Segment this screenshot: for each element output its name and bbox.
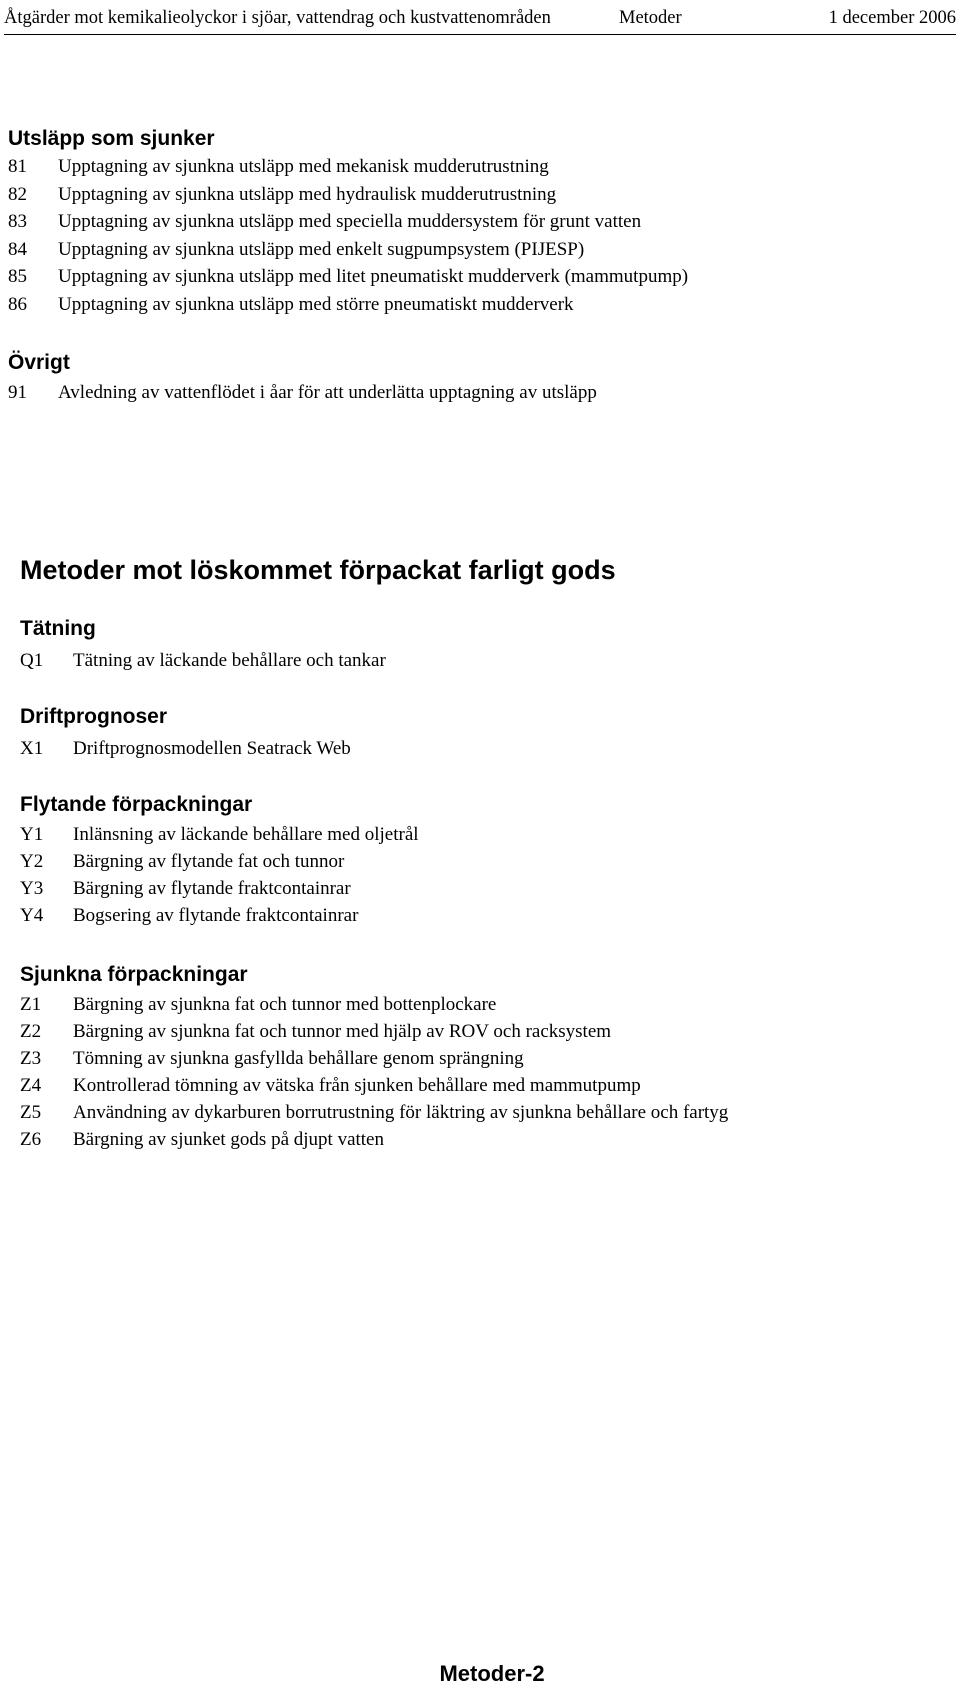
- item-code: 85: [8, 266, 27, 287]
- section-heading-sealing: Tätning: [20, 617, 96, 640]
- item-text: Avledning av vattenflödet i åar för att underlätta upptagning av utsläpp: [58, 382, 597, 403]
- item-text: Användning av dykarburen borrutrustning för läktring av sjunkna behållare och fartyg: [73, 1102, 729, 1123]
- item-code: 82: [8, 183, 27, 205]
- item-text: Upptagning av sjunkna utsläpp med speciella muddersystem för grunt vatten: [58, 211, 642, 232]
- item-code: Z2: [20, 1021, 42, 1042]
- item-text: Upptagning av sjunkna utsläpp med mekanisk mudderutrustning: [58, 156, 549, 177]
- item-code: Y4: [20, 905, 44, 926]
- item-text: Bogsering av flytande fraktcontainrar: [73, 905, 359, 926]
- header-rule: [4, 34, 956, 35]
- item-code: 86: [8, 293, 27, 315]
- item-code: Z1: [20, 994, 42, 1015]
- item-text: Driftprognosmodellen Seatrack Web: [73, 738, 351, 759]
- item-code: Y2: [20, 851, 44, 872]
- item-text: Tätning av läckande behållare och tankar: [73, 650, 386, 671]
- item-text: Upptagning av sjunkna utsläpp med litet pneumatiskt mudderverk (mammutpump): [58, 266, 689, 287]
- item-code: 91: [8, 382, 27, 403]
- item-text: Kontrollerad tömning av vätska från sjunken behållare med mammutpump: [73, 1075, 641, 1096]
- section-heading-sunken: Utsläpp som sjunker: [8, 127, 215, 150]
- page-footer: [0, 1661, 960, 1687]
- page-number-label: Metoder-2: [439, 1661, 545, 1686]
- item-text: Bärgning av flytande fraktcontainrar: [73, 878, 351, 899]
- item-text: Bärgning av flytande fat och tunnor: [73, 851, 345, 872]
- section-name: Metoder: [619, 8, 682, 28]
- item-code: 83: [8, 211, 27, 232]
- main-heading-packaged-goods: Metoder mot löskommet förpackat farligt gods: [20, 555, 616, 585]
- section-heading-sunken-packages: Sjunkna förpackningar: [20, 963, 248, 986]
- item-text: Bärgning av sjunket gods på djupt vatten: [73, 1129, 384, 1150]
- document-title: Åtgärder mot kemikalieolyckor i sjöar, vattendrag och kustvattenområden: [4, 8, 551, 28]
- item-code: Z3: [20, 1048, 42, 1069]
- item-code: 84: [8, 238, 27, 260]
- item-text: Tömning av sjunkna gasfyllda behållare genom sprängning: [73, 1048, 524, 1069]
- item-code: Q1: [20, 650, 44, 671]
- item-code: Z4: [20, 1075, 42, 1096]
- item-code: Z5: [20, 1102, 42, 1123]
- item-text: Bärgning av sjunkna fat och tunnor med hjälp av ROV och racksystem: [73, 1021, 612, 1042]
- section-heading-floating: Flytande förpackningar: [20, 793, 253, 816]
- item-text: Upptagning av sjunkna utsläpp med hydraulisk mudderutrustning: [58, 183, 557, 205]
- item-text: Upptagning av sjunkna utsläpp med enkelt sugpumpsystem (PIJESP): [58, 238, 585, 260]
- item-code: 81: [8, 156, 27, 177]
- item-text: Upptagning av sjunkna utsläpp med större pneumatiskt mudderverk: [58, 293, 574, 315]
- item-code: X1: [20, 738, 44, 759]
- item-text: Bärgning av sjunkna fat och tunnor med bottenplockare: [73, 994, 497, 1015]
- item-code: Z6: [20, 1129, 42, 1150]
- section-heading-other: Övrigt: [8, 351, 70, 374]
- item-text: Inlänsning av läckande behållare med oljetrål: [73, 824, 419, 845]
- item-code: Y3: [20, 878, 44, 899]
- section-heading-drift: Driftprognoser: [20, 705, 167, 728]
- item-code: Y1: [20, 824, 44, 845]
- page-header: [4, 6, 956, 34]
- document-date: 1 december 2006: [828, 8, 956, 28]
